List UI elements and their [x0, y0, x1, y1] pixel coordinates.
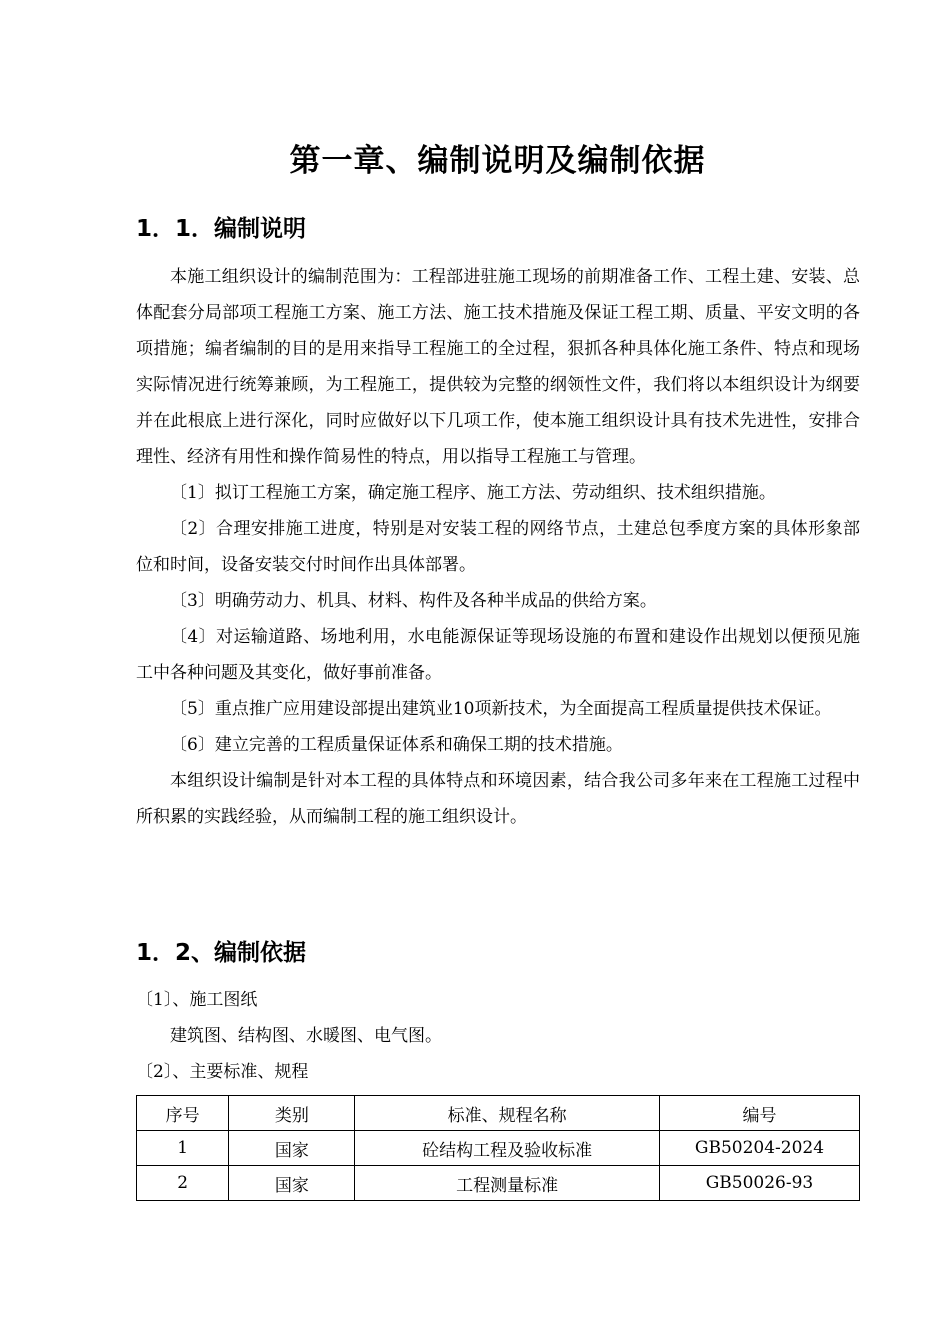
- standards-table: [136, 1095, 860, 1201]
- intro-paragraph: 本施工组织设计的编制范围为：工程部进驻施工现场的前期准备工作、工程土建、安装、总体配套分局部项工程施工方案、施工方法、施工技术措施及保证工程工期、质量、平安文明的各项措施；编者编制的目的是用来指导工程施工的全过程，狠抓各种具体化施工条件、特点和现场实际情况进行统筹兼顾，为工程施工，提供较为完整的纲领性文件，我们将以本组织设计为纲要并在此根底上进行深化，同时应做好以下几项工作，使本施工组织设计具有技术先进性，安排合理性、经济有用性和操作简易性的特点，用以指导工程施工与管理。: [136, 267, 860, 467]
- table-header-row: [137, 1096, 860, 1131]
- closing-paragraph: 本组织设计编制是针对本工程的具体特点和环境因素，结合我公司多年来在工程施工过程中所积累的实践经验，从而编制工程的施工组织设计。: [136, 771, 860, 827]
- table-cell: 工程测量标准: [355, 1166, 660, 1201]
- list-item-6: 〔6〕建立完善的工程质量保证体系和确保工期的技术措施。: [170, 735, 623, 755]
- table-cell: 国家: [229, 1131, 355, 1166]
- basis-item-drawings-label: 〔1〕、施工图纸: [136, 990, 258, 1010]
- basis-item-standards-label: 〔2〕、主要标准、规程: [136, 1062, 309, 1082]
- table-cell: 国家: [229, 1166, 355, 1201]
- column-header-code: 编号: [659, 1096, 859, 1131]
- table-cell: 砼结构工程及验收标准: [355, 1131, 660, 1166]
- table-cell: GB50204-2024: [659, 1131, 859, 1166]
- list-item-2: 〔2〕合理安排施工进度，特别是对安装工程的网络节点，土建总包季度方案的具体形象部位和时间，设备安装交付时间作出具体部署。: [136, 519, 860, 575]
- compilation-basis-body: [136, 982, 860, 1090]
- column-header-index: 序号: [137, 1096, 229, 1131]
- table-cell: GB50026-93: [659, 1166, 859, 1201]
- compilation-notes-body: [136, 259, 860, 835]
- table-cell: 2: [137, 1166, 229, 1201]
- list-item-4: 〔4〕对运输道路、场地利用，水电能源保证等现场设施的布置和建设作出规划以便预见施工中各种问题及其变化，做好事前准备。: [136, 627, 860, 683]
- list-item-3: 〔3〕明确劳动力、机具、材料、构件及各种半成品的供给方案。: [170, 591, 657, 611]
- section-heading-compilation-notes: 1．1．编制说明: [136, 216, 307, 242]
- chapter-title: 第一章、编制说明及编制依据: [289, 143, 706, 179]
- table-row: [137, 1131, 860, 1166]
- table-cell: 1: [137, 1131, 229, 1166]
- list-item-1: 〔1〕拟订工程施工方案，确定施工程序、施工方法、劳动组织、技术组织措施。: [170, 483, 776, 503]
- basis-item-drawings-text: 建筑图、结构图、水暖图、电气图。: [170, 1026, 442, 1046]
- column-header-category: 类别: [229, 1096, 355, 1131]
- table-row: [137, 1166, 860, 1201]
- list-item-5: 〔5〕重点推广应用建设部提出建筑业10项新技术，为全面提高工程质量提供技术保证。: [170, 699, 832, 719]
- section-heading-compilation-basis: 1．2、编制依据: [136, 940, 307, 966]
- column-header-standard-name: 标准、规程名称: [355, 1096, 660, 1131]
